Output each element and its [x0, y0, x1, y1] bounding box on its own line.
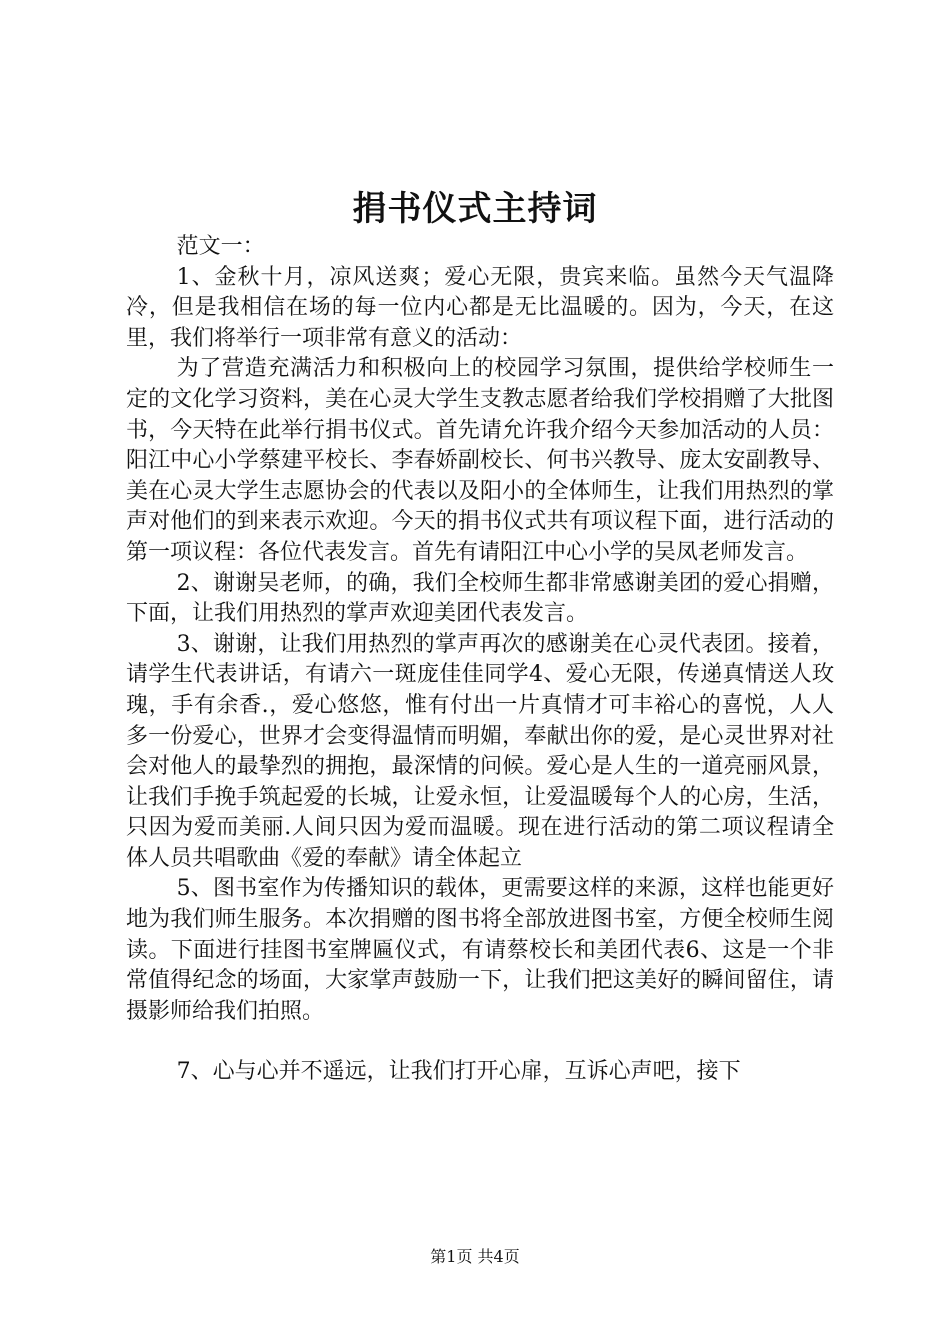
- paragraph-3: 3、谢谢，让我们用热烈的掌声再次的感谢美在心灵代表团。接着，请学生代表讲话，有请六一斑庞佳佳同学4、爱心无限，传递真情送人玫瑰，手有余香.，爱心悠悠，惟有付出一片真情才可丰裕心的喜悦，人人多一份爱心，世界才会变得温情而明媚，奉献出你的爱，是心灵世界对社会对他人的最挚烈的拥抱，最深情的问候。爱心是人生的一道亮丽风景，让我们手挽手筑起爱的长城，让爱永恒，让爱温暖每个人的心房，生活，只因为爱而美丽.人间只因为爱而温暖。现在进行活动的第二项议程请全体人员共唱歌曲《爱的奉献》请全体起立: [126, 631, 834, 871]
- paragraph-5: 5、图书室作为传播知识的载体，更需要这样的来源，这样也能更好地为我们师生服务。本次捐赠的图书将全部放进图书室，方便全校师生阅读。下面进行挂图书室牌匾仪式，有请蔡校长和美团代表6、这是一个非常值得纪念的场面，大家掌声鼓励一下，让我们把这美好的瞬间留住，请摄影师给我们拍照。: [126, 876, 834, 1024]
- paragraph-intro: 为了营造充满活力和积极向上的校园学习氛围，提供给学校师生一定的文化学习资料，美在心灵大学生支教志愿者给我们学校捐赠了大批图书，今天特在此举行捐书仪式。首先请允许我介绍今天参加活动的人员：阳江中心小学蔡建平校长、李春娇副校长、何书兴教导、庞太安副教导、美在心灵大学生志愿协会的代表以及阳小的全体师生，让我们用热烈的掌声对他们的到来表示欢迎。今天的捐书仪式共有项议程下面，进行活动的第一项议程：各位代表发言。首先有请阳江中心小学的吴凤老师发言。: [126, 356, 834, 565]
- document-body: [126, 232, 834, 1088]
- document-title: 捐书仪式主持词: [352, 189, 598, 229]
- paragraph-2: 2、谢谢吴老师，的确，我们全校师生都非常感谢美团的爱心捐赠，下面，让我们用热烈的掌声欢迎美团代表发言。: [126, 570, 834, 627]
- page-footer: 第1页 共4页: [430, 1247, 520, 1266]
- paragraph-7: 7、心与心并不遥远，让我们打开心扉，互诉心声吧，接下: [176, 1059, 741, 1085]
- paragraph-1: 1、金秋十月，凉风送爽；爱心无限，贵宾来临。虽然今天气温降冷，但是我相信在场的每一位内心都是无比温暖的。因为，今天，在这里，我们将举行一项非常有意义的活动：: [126, 264, 834, 351]
- paragraph-label: 范文一：: [176, 234, 265, 259]
